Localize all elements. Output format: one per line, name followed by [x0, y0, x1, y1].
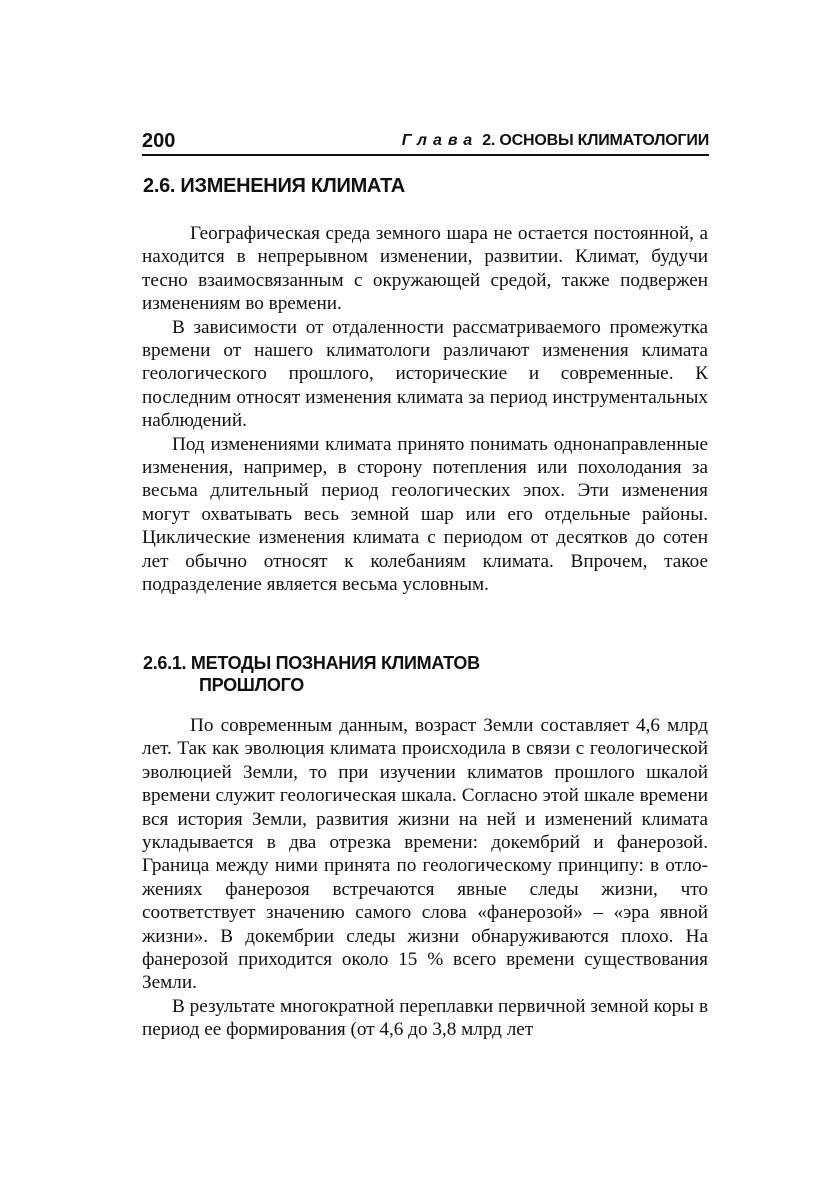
paragraph: В зависимости от отдаленности рассматриваемого промежутка времени от нашего климатологи различают изменения климата геологического прошлого, исторические и современные. К последним относят изменения климата за период инструментальных наблюдений. [142, 316, 708, 432]
subsection-heading-line1: 2.6.1. МЕТОДЫ ПОЗНАНИЯ КЛИМАТОВ [143, 653, 480, 673]
subsection-heading [143, 652, 480, 696]
paragraph: В результате многократной переплавки первичной земной коры в период ее формирования (от 4,6 до 3,8 млрд лет [142, 995, 708, 1041]
chapter-name: 2. ОСНОВЫ КЛИМАТОЛОГИИ [482, 132, 709, 149]
paragraph: Географическая среда земного шара не остается постоянной, а находится в непрерывном изменении, развитии. Климат, будучи тесно взаимосвязанным с окружающей средой, также подвержен изменениям во времени. [142, 223, 708, 315]
subsection-body [142, 714, 708, 1042]
chapter-title [402, 128, 709, 154]
chapter-label: Глава [401, 132, 479, 149]
paragraph: Под изменениями климата принято понимать однонаправленные изменения, например, в сторону потепления или похолодания за весьма длительный период геологических эпох. Эти изменения могут охватывать весь земной шар или его отдельные районы. Циклические изменения климата с периодом от десятков до сотен лет обычно относят к колебаниям климата. Впрочем, такое подразделение является весьма условным. [142, 433, 708, 596]
page-number: 200 [142, 130, 176, 152]
subsection-heading-line2: ПРОШЛОГО [199, 675, 304, 695]
section-heading: 2.6. ИЗМЕНЕНИЯ КЛИМАТА [143, 175, 405, 197]
section-body [142, 222, 708, 597]
paragraph: По современным данным, возраст Земли составляет 4,6 млрд лет. Так как эволюция климата происходила в связи с геологической эволюцией Земли, то при изучении климатов прошлого шкалой времени служит геологическая шкала. Согласно этой шкале времени вся история Земли, развития жизни на ней и изменений климата укладывается в два отрезка времени: докембрий и фанерозой. Граница между ними принята по геологическому принципу: в отложениях фанерозоя встречаются явные следы жизни, что соответствует значению самого слова «фанерозой» – «эра явной жизни». В докембрии следы жизни обнаруживаются плохо. На фанерозой приходится около 15 % всего времени существования Земли. [142, 715, 708, 994]
running-header [142, 128, 709, 156]
